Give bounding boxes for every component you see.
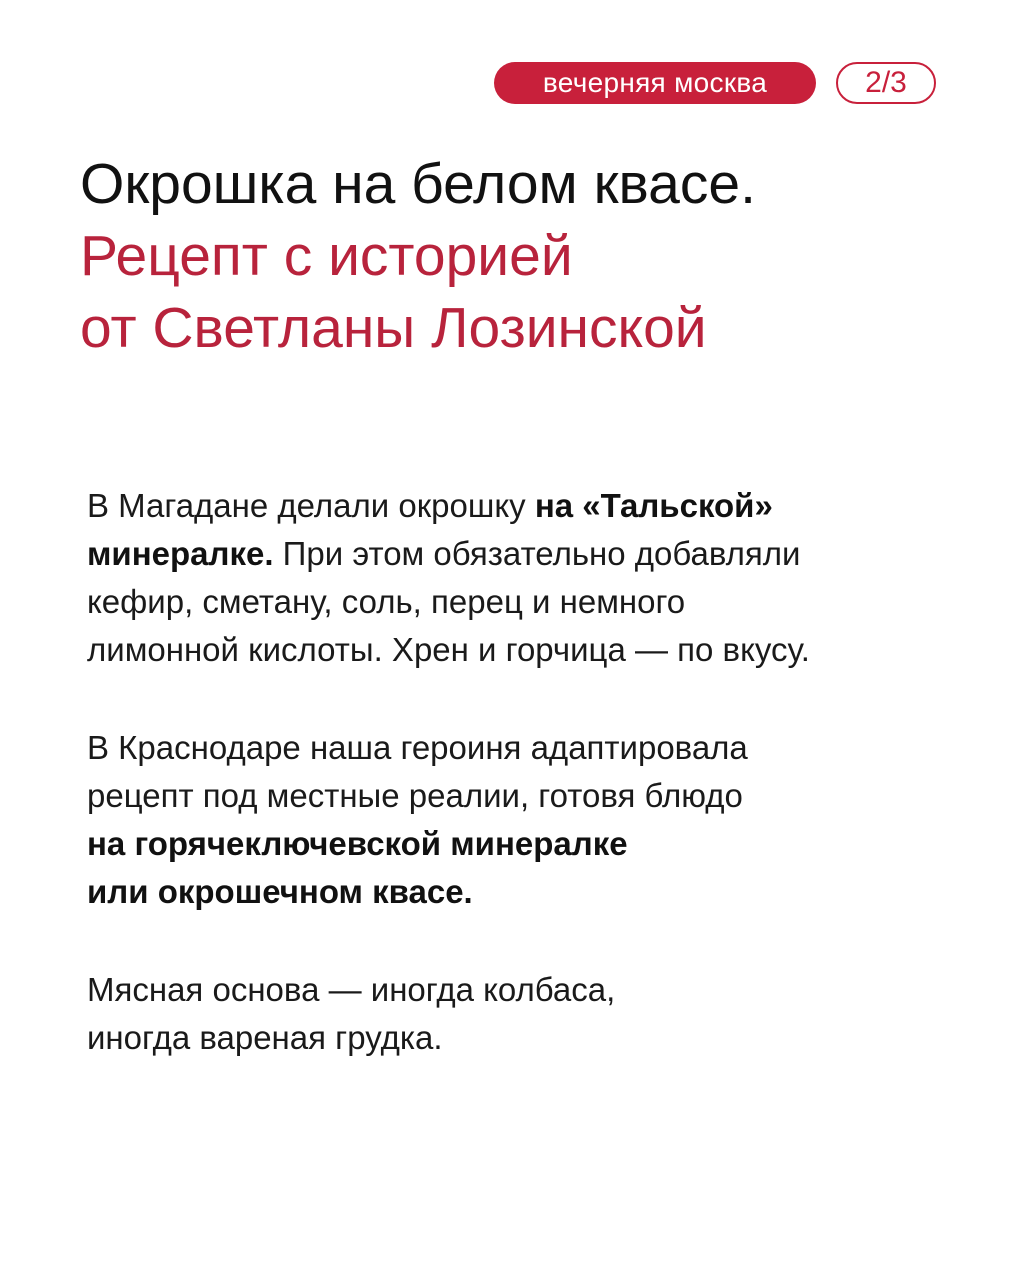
paragraph-meat-base	[87, 966, 967, 1062]
paragraph-line	[87, 868, 967, 916]
title-line-2: Рецепт с историей	[80, 224, 573, 288]
paragraph-line: лимонной кислоты. Хрен и горчица — по вкусу.	[87, 631, 810, 668]
paragraph-line: В Краснодаре наша героиня адаптировала	[87, 729, 748, 766]
bold-text-run: на «Тальской»	[534, 487, 773, 524]
paragraph-krasnodar	[87, 724, 967, 916]
paragraph-line: рецепт под местные реалии, готовя блюдо	[87, 777, 743, 814]
paragraph-line: Мясная основа — иногда колбаса,	[87, 971, 616, 1008]
paragraph-magadan	[87, 482, 967, 674]
brand-badge: вечерняя москва	[494, 62, 816, 104]
paragraph-line	[87, 482, 967, 530]
text-run: При этом обязательно добавляли	[273, 535, 801, 572]
paragraph-line	[87, 530, 967, 578]
bold-text-run: или окрошечном квасе.	[87, 873, 473, 910]
bold-text-run: минералке.	[87, 535, 274, 572]
title-line-3: от Светланы Лозинской	[80, 296, 707, 360]
paragraph-line: иногда вареная грудка.	[87, 1019, 443, 1056]
page-counter: 2/3	[836, 62, 936, 104]
paragraph-line	[87, 820, 967, 868]
text-run: В Магадане делали окрошку	[87, 487, 535, 524]
paragraph-line: кефир, сметану, соль, перец и немного	[87, 583, 686, 620]
title-line-1: Окрошка на белом квасе.	[80, 152, 756, 216]
bold-text-run: на горячеключевской минералке	[87, 825, 628, 862]
page-title	[80, 148, 960, 364]
